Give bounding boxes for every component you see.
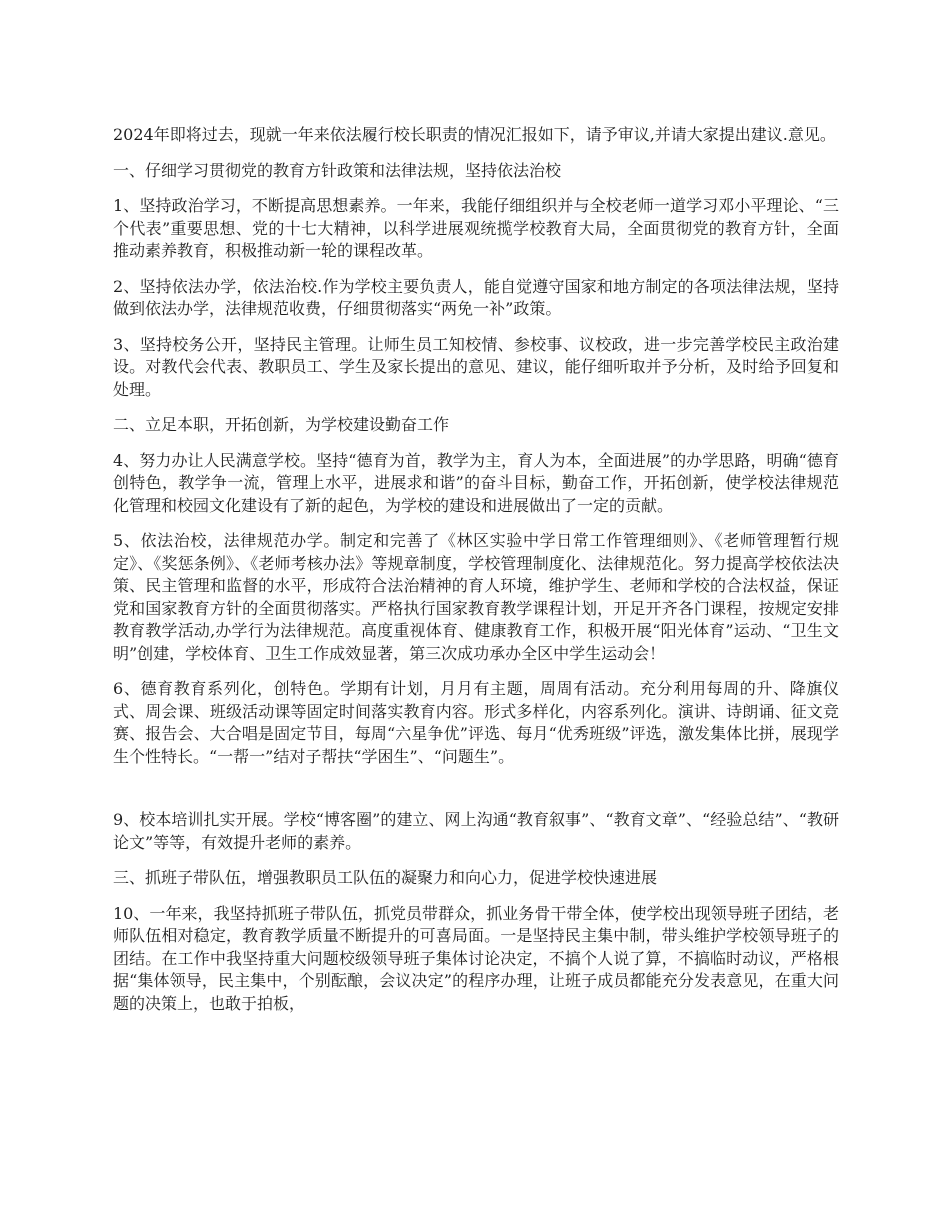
section-heading-3: 三、抓班子带队伍，增强教职员工队伍的凝聚力和向心力，促进学校快速进展	[113, 868, 658, 887]
paragraph-item-3: 3、坚持校务公开，坚持民主管理。让师生员工知校情、参校事、议校政，进一步完善学校民主政治建设。对教代会代表、教职员工、学生及家长提出的意见、建议，能仔细听取并予分析，及时给予回复和处理。	[113, 334, 839, 399]
intro-paragraph: 2024年即将过去，现就一年来依法履行校长职责的情况汇报如下，请予审议,并请大家提出建议.意见。	[113, 125, 836, 144]
document-page	[113, 124, 839, 1028]
paragraph-item-6: 6、德育教育系列化，创特色。学期有计划，月月有主题，周周有活动。充分利用每周的升、降旗仪式、周会课、班级活动课等固定时间落实教育内容。形式多样化，内容系列化。演讲、诗朗诵、征文竞赛、报告会、大合唱是固定节目，每周“六星争优”评选、每月“优秀班级”评选，激发集体比拼，展现学生个性特长。“一帮一”结对子帮扶“学困生”、“问题生”。	[113, 679, 839, 766]
paragraph-item-1: 1、坚持政治学习，不断提高思想素养。一年来，我能仔细组织并与全校老师一道学习邓小平理论、“三个代表”重要思想、党的十七大精神，以科学进展观统揽学校教育大局，全面贯彻党的教育方针，全面推动素养教育，积极推动新一轮的课程改革。	[113, 196, 839, 260]
paragraph-item-2: 2、坚持依法办学，依法治校.作为学校主要负责人，能自觉遵守国家和地方制定的各项法律法规，坚持做到依法办学，法律规范收费，仔细贯彻落实“两免一补”政策。	[113, 276, 839, 318]
paragraph-item-10: 10、一年来，我坚持抓班子带队伍，抓党员带群众，抓业务骨干带全体，使学校出现领导班子团结，老师队伍相对稳定，教育教学质量不断提升的可喜局面。一是坚持民主集中制，带头维护学校领导班子的团结。在工作中我坚持重大问题校级领导班子集体讨论决定，不搞个人说了算，不搞临时动议，严格根据“集体领导，民主集中，个别酝酿，会议决定”的程序办理，让班子成员都能充分发表意见，在重大问题的决策上，也敢于拍板，	[113, 903, 839, 1013]
paragraph-item-5: 5、依法治校，法律规范办学。制定和完善了《林区实验中学日常工作管理细则》、《老师管理暂行规定》、《奖惩条例》、《老师考核办法》等规章制度，学校管理制度化、法律规范化。努力提高学校依法决策、民主管理和监督的水平，形成符合法治精神的育人环境，维护学生、老师和学校的合法权益，保证党和国家教育方针的全面贯彻落实。严格执行国家教育教学课程计划，开足开齐各门课程，按规定安排教育教学活动,办学行为法律规范。高度重视体育、健康教育工作，积极开展“阳光体育”运动、“卫生文明”创建，学校体育、卫生工作成效显著，第三次成功承办全区中学生运动会！	[113, 531, 839, 663]
paragraph-item-9: 9、校本培训扎实开展。学校“博客圈”的建立、网上沟通“教育叙事”、“教育文章”、“经验总结”、“教研论文”等等，有效提升老师的素养。	[113, 810, 839, 852]
paragraph-item-4: 4、努力办让人民满意学校。坚持“德育为首，教学为主，育人为本，全面进展”的办学思路，明确“德育创特色，教学争一流，管理上水平，进展求和谐”的奋斗目标，勤奋工作，开拓创新，使学校法律规范化管理和校园文化建设有了新的起色，为学校的建设和进展做出了一定的贡献。	[113, 450, 839, 515]
section-heading-1: 一、仔细学习贯彻党的教育方针政策和法律法规，坚持依法治校	[113, 160, 562, 180]
section-heading-2: 二、立足本职，开拓创新，为学校建设勤奋工作	[113, 415, 450, 434]
